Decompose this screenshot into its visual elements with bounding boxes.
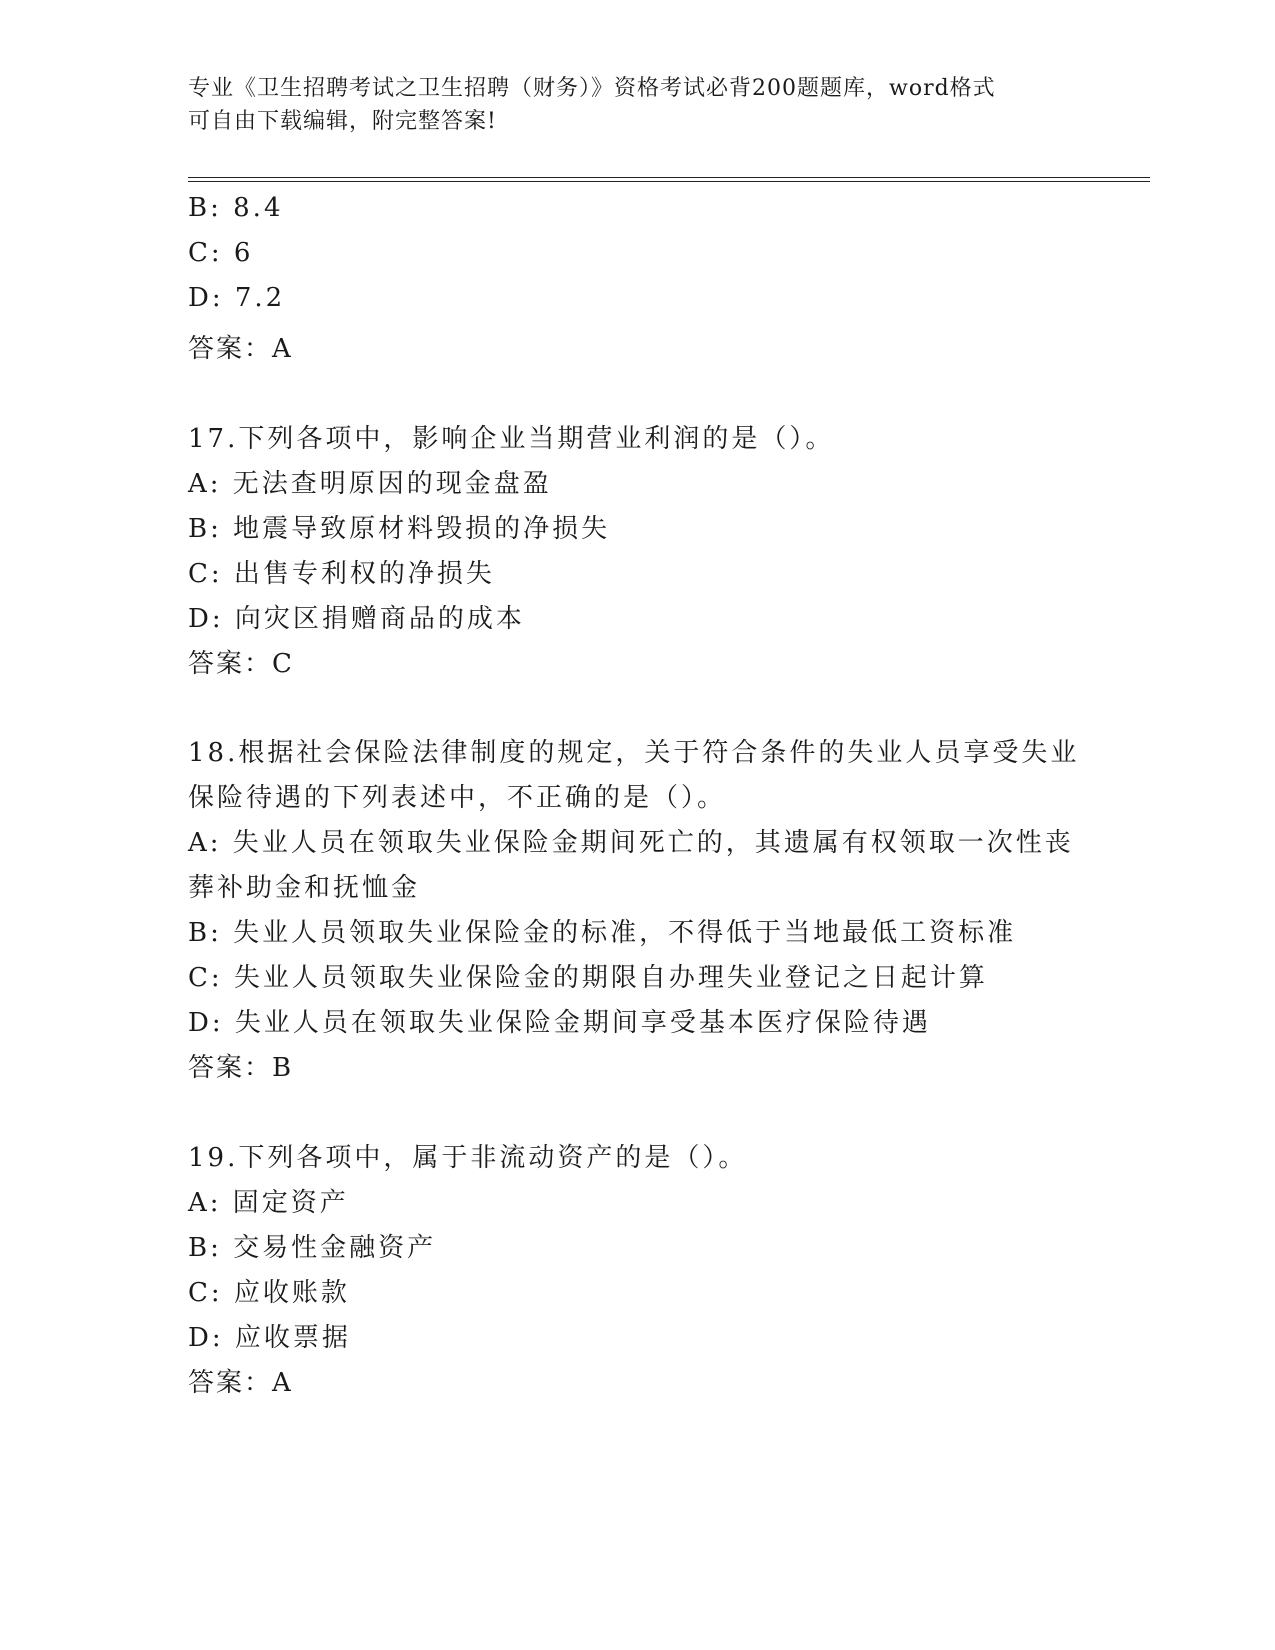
option-b: B: 地震导致原材料毁损的净损失 (188, 514, 611, 544)
option-b: B: 失业人员领取失业保险金的标准，不得低于当地最低工资标准 (188, 918, 1017, 948)
question-stem: 17.下列各项中，影响企业当期营业利润的是（）。 (188, 424, 835, 454)
answer: 答案：A (188, 334, 293, 364)
option-d: D: 失业人员在领取失业保险金期间享受基本医疗保险待遇 (188, 1008, 931, 1038)
option-c: C: 出售专利权的净损失 (188, 559, 495, 589)
question-stem: 19.下列各项中，属于非流动资产的是（）。 (188, 1143, 748, 1173)
question-stem-continued: 保险待遇的下列表述中，不正确的是（）。 (188, 783, 727, 813)
answer: 答案：A (188, 1368, 293, 1398)
option-a-continued: 葬补助金和抚恤金 (188, 873, 421, 903)
answer: 答案：C (188, 649, 294, 679)
option-d: D: 向灾区捐赠商品的成本 (188, 604, 525, 634)
header-rule-bottom (188, 181, 1150, 182)
option-c: C: 6 (188, 238, 254, 268)
option-c: C: 应收账款 (188, 1278, 350, 1308)
option-a: A: 无法查明原因的现金盘盈 (188, 469, 552, 499)
option-d: D: 7.2 (188, 283, 286, 313)
question-stem: 18.根据社会保险法律制度的规定，关于符合条件的失业人员享受失业 (188, 738, 1080, 768)
option-d: D: 应收票据 (188, 1323, 351, 1353)
option-c: C: 失业人员领取失业保险金的期限自办理失业登记之日起计算 (188, 963, 988, 993)
header-rule-top (188, 177, 1150, 178)
answer: 答案：B (188, 1053, 294, 1083)
option-a: A: 固定资产 (188, 1188, 349, 1218)
document-header (188, 72, 1088, 138)
header-line-2: 可自由下载编辑，附完整答案! (188, 109, 497, 134)
option-a: A: 失业人员在领取失业保险金期间死亡的，其遗属有权领取一次性丧 (188, 828, 1074, 858)
option-b: B: 交易性金融资产 (188, 1233, 437, 1263)
option-b: B: 8.4 (188, 193, 284, 223)
header-line-1: 专业《卫生招聘考试之卫生招聘（财务）》资格考试必背200题题库，word格式 (188, 76, 996, 101)
